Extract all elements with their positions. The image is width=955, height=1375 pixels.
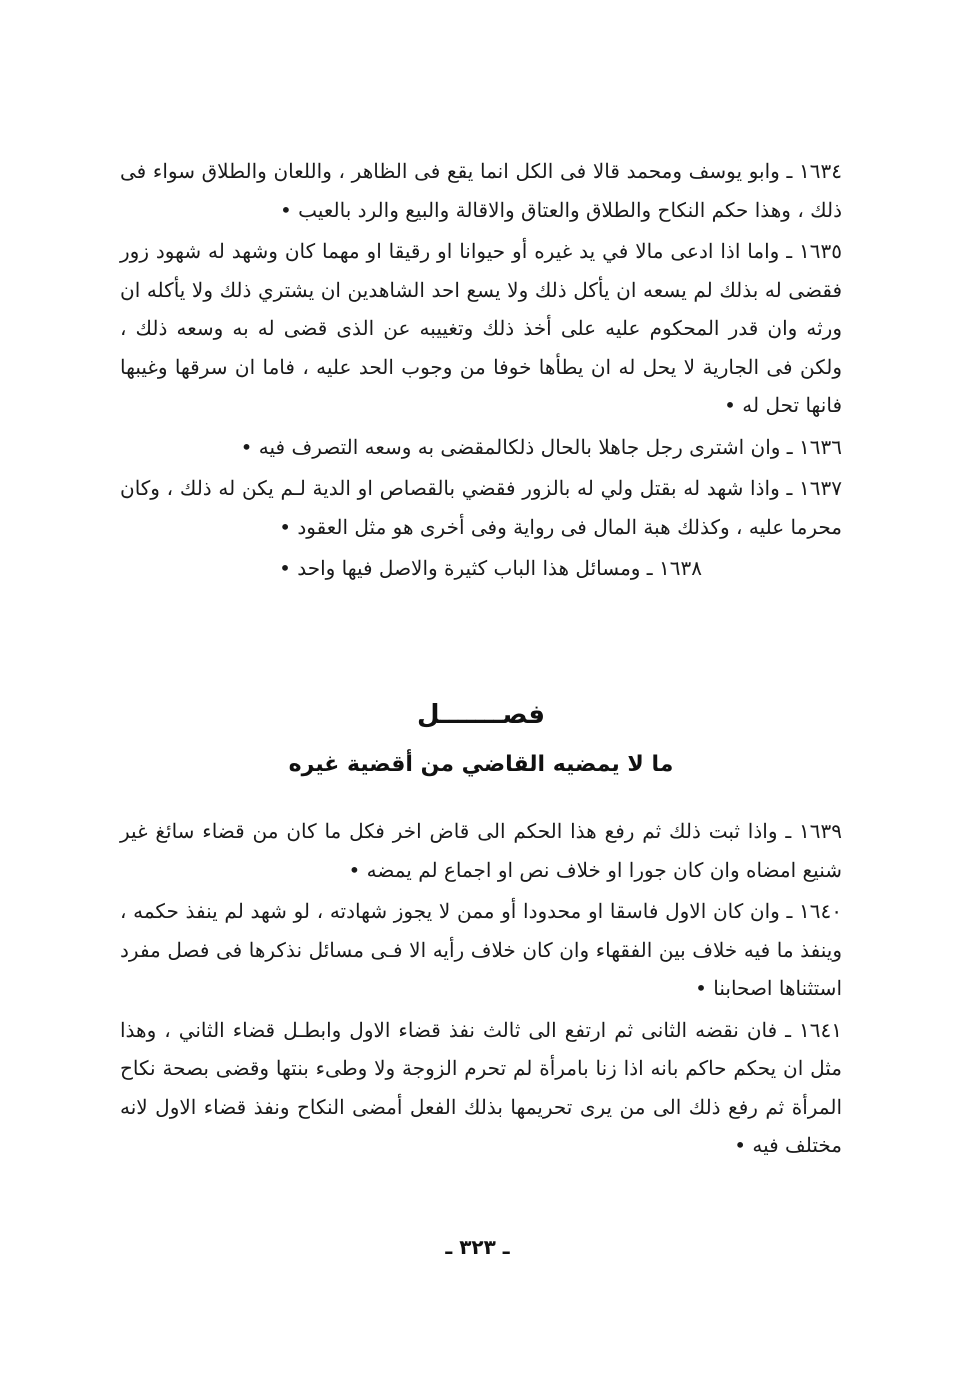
paragraph-1636: ١٦٣٦ ـ وان اشترى رجل جاهلا بالحال ذلكالمقضى به وسعه التصرف فيه • [240,434,842,459]
paragraph-1634: ١٦٣٤ ـ وابو يوسف ومحمد قالا فى الكل انما يقع فى الظاهر ، واللعان والطلاق سواء فى ذلك ، وهذا حكم النكاح والطلاق والعتاق والاقالة والبيع والرد بالعيب • [120,159,842,222]
paragraph-1635: ١٦٣٥ ـ واما اذا ادعى مالا في يد غيره أو حيوانا او رقيقا او مهما كان وشهد له شهود زور فقضى له بذلك لم يسعه ان يأكل ذلك ولا يسع احد الشاهدين ان يشتري ذلك ولا يأكله ان ورثه وان قدر المحكوم عليه على أخذ ذلك وتغييبه عن الذى قضى له به وسعه ذلك ، ولكن فى الجارية لا يحل له ان يطأها خوفا من وجوب الحد عليه ، فاما ان سرقها وغيبها فانها تحل له • [120,239,842,417]
top-text-block [120,152,842,591]
paragraph-1639: ١٦٣٩ ـ واذا ثبت ذلك ثم رفع هذا الحكم الى قاض اخر فكل ما كان من قضاء سائغ غير شنيع امضاه وان كان جورا او خلاف نص او اجماع لم يمضه • [120,819,842,882]
paragraph-1637: ١٦٣٧ ـ واذا شهد له بقتل ولي له بالزور فقضي بالقصاص او الدية لـم يكن له ذلك ، وكان محرما عليه ، وكذلك هبة المال فى رواية وفى أخرى هو مثل العقود • [120,476,842,539]
bottom-text-block [120,812,842,1168]
paragraph-1640: ١٦٤٠ ـ وان كان الاول فاسقا او محدودا أو ممن لا يجوز شهادته ، لو شهد لم ينفذ حكمه ، وينفذ ما فيه خلاف بين الفقهاء وان كان خلاف رأيه الا فـى مسائل نذكرها فى فصل مفرد استثناها اصحابنا • [120,899,842,1000]
paragraph-1641: ١٦٤١ ـ فان نقضه الثانى ثم ارتفع الى ثالث نفذ قضاء الاول وابطـل قضاء الثاني ، وهذا مثل ان يحكم حاكم بانه اذا زنا بامرأة لم تحرم الزوجة ولا وطىء بنتها وقضى بصحة نكاح المرأة ثم رفع ذلك الى من يرى تحريمها بذلك الفعل أمضى النكاح ونفذ قضاء الاول لانه مختلف فيه • [120,1017,843,1157]
section-subtitle: ما لا يمضيه القاضي من أقضية غيره [288,752,674,777]
section-title: فصـــــــل [416,700,546,730]
page-number: ـ ٣٢٣ ـ [445,1235,510,1259]
paragraph-1638: ١٦٣٨ ـ ومسائل هذا الباب كثيرة والاصل فيها واحد • [279,556,702,580]
